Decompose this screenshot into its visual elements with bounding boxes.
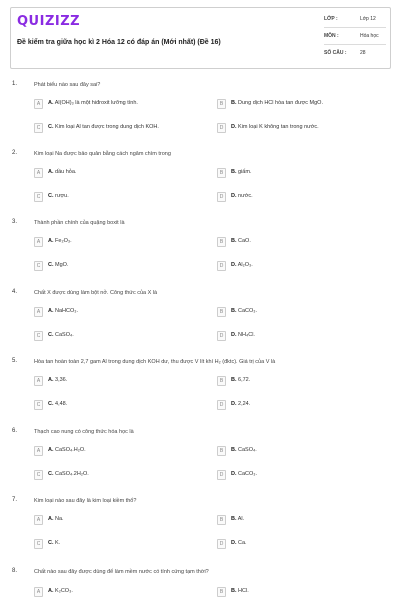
option-letter: B. [231, 516, 237, 522]
option-c[interactable] [34, 400, 179, 412]
option-box: B [217, 307, 226, 317]
meta-count [324, 46, 386, 60]
option-letter: D. [231, 332, 237, 338]
question-number: 6. [12, 428, 18, 434]
option-letter: D. [231, 262, 237, 268]
option-text: CaSO₄.2H₂O. [55, 471, 89, 477]
option-letter: A. [48, 516, 54, 522]
question-text: Kim loại Na được bảo quản bằng cách ngâm chìm trong [34, 151, 171, 157]
question-6 [0, 428, 400, 498]
option-letter: C. [48, 401, 54, 407]
option-d[interactable] [217, 192, 362, 204]
option-box: B [217, 168, 226, 178]
option-letter: C. [48, 540, 54, 546]
option-letter: B. [231, 100, 237, 106]
option-letter: B. [231, 377, 237, 383]
option-box: B [217, 446, 226, 456]
meta-divider [324, 27, 386, 28]
question-1 [0, 81, 400, 151]
question-text: Kim loại nào sau đây là kim loại kiềm thổ? [34, 498, 137, 504]
option-letter: A. [48, 447, 54, 453]
option-box: A [34, 168, 43, 178]
worksheet-title: Đề kiểm tra giữa học kì 2 Hóa 12 có đáp án (Mới nhất) (Đề 16) [17, 39, 221, 46]
option-letter: A. [48, 308, 54, 314]
option-box: A [34, 515, 43, 525]
question-3 [0, 219, 400, 289]
question-8 [0, 568, 400, 600]
option-text: 3,36. [55, 377, 68, 383]
option-box: D [217, 192, 226, 202]
option-letter: B. [231, 238, 237, 244]
option-text: Al. [237, 516, 245, 522]
option-box: D [217, 261, 226, 271]
meta-subject [324, 29, 386, 43]
option-box: B [217, 237, 226, 247]
option-letter: B. [231, 588, 237, 594]
question-text: Thành phần chính của quặng boxit là [34, 220, 125, 226]
option-box: D [217, 539, 226, 549]
option-b[interactable] [217, 515, 362, 527]
option-text: NaHCO₃. [55, 308, 79, 314]
option-box: A [34, 99, 43, 109]
option-text: CaCO₃. [238, 308, 258, 314]
option-d[interactable] [217, 470, 362, 482]
meta-count-value: 28 [360, 50, 366, 56]
option-b[interactable] [217, 168, 362, 180]
option-c[interactable] [34, 539, 179, 551]
option-text: Kim loại Al tan được trong dung dịch KOH. [55, 124, 159, 130]
question-number: 7. [12, 497, 18, 503]
option-d[interactable] [217, 400, 362, 412]
question-number: 1. [12, 81, 18, 87]
option-letter: C. [48, 193, 54, 199]
option-text: CaSO₄. [238, 447, 257, 453]
question-text: Chất nào sau đây được dùng để làm mềm nước có tính cứng tạm thời? [34, 569, 209, 575]
option-text: Al₂O₃. [237, 262, 253, 268]
question-5 [0, 358, 400, 428]
option-letter: D. [231, 401, 237, 407]
option-d[interactable] [217, 539, 362, 551]
option-text: dầu hỏa. [55, 169, 77, 175]
option-text: 6,72. [238, 377, 251, 383]
option-letter: B. [231, 169, 237, 175]
option-box: C [34, 539, 43, 549]
option-box: C [34, 261, 43, 271]
option-text: Al(OH)₃ là một hiđroxit lưỡng tính. [54, 100, 138, 106]
option-text: CaSO₄. [55, 332, 74, 338]
option-box: C [34, 400, 43, 410]
meta-count-key: SỐ CÂU : [324, 50, 347, 56]
option-box: C [34, 192, 43, 202]
option-box: D [217, 470, 226, 480]
option-c[interactable] [34, 331, 179, 343]
option-box: A [34, 446, 43, 456]
option-box: B [217, 587, 226, 597]
option-c[interactable] [34, 123, 179, 135]
option-d[interactable] [217, 261, 362, 273]
option-letter: D. [231, 540, 237, 546]
option-text: rượu. [55, 193, 69, 199]
option-box: B [217, 376, 226, 386]
option-letter: A. [48, 100, 54, 106]
question-4 [0, 289, 400, 359]
option-box: A [34, 376, 43, 386]
option-box: D [217, 123, 226, 133]
question-text: Phát biểu nào sau đây sai? [34, 82, 101, 88]
option-box: C [34, 331, 43, 341]
option-box: C [34, 123, 43, 133]
option-box: D [217, 331, 226, 341]
option-b[interactable] [217, 307, 362, 319]
question-text: Hòa tan hoàn toàn 2,7 gam Al trong dung dịch KOH dư, thu được V lít khí H₂ (đktc). Giá trị của V là [34, 359, 276, 365]
option-d[interactable] [217, 331, 362, 343]
option-b[interactable] [217, 587, 362, 599]
option-letter: C. [48, 124, 54, 130]
option-box: D [217, 400, 226, 410]
option-letter: A. [48, 377, 54, 383]
meta-subject-key: MÔN : [324, 33, 339, 39]
option-text: CaCO₃. [238, 471, 258, 477]
option-box: B [217, 99, 226, 109]
option-box: A [34, 237, 43, 247]
option-text: CaO. [238, 238, 251, 244]
option-text: Fe₂O₃. [55, 238, 72, 244]
option-letter: A. [48, 588, 54, 594]
option-a[interactable] [34, 587, 179, 599]
meta-class-value: Lớp 12 [360, 16, 376, 22]
meta-divider [324, 44, 386, 45]
option-text: 2,24. [238, 401, 251, 407]
question-2 [0, 150, 400, 220]
option-b[interactable] [217, 446, 362, 458]
question-text: Chất X được dùng làm bột nở. Công thức của X là [34, 290, 158, 296]
option-letter: D. [231, 124, 237, 130]
question-number: 2. [12, 150, 18, 156]
question-number: 4. [12, 289, 18, 295]
option-c[interactable] [34, 470, 179, 482]
option-text: HCl. [238, 588, 249, 594]
option-letter: D. [231, 193, 237, 199]
option-b[interactable] [217, 99, 362, 111]
meta-class-key: LỚP : [324, 16, 338, 22]
question-number: 3. [12, 219, 18, 225]
option-text: MgO. [55, 262, 69, 268]
option-a[interactable] [34, 307, 179, 319]
option-letter: C. [48, 262, 54, 268]
option-text: giấm. [238, 169, 252, 175]
option-letter: D. [231, 471, 237, 477]
option-text: Dung dịch HCl hòa tan được MgO. [238, 100, 323, 106]
option-a[interactable] [34, 237, 179, 249]
quizizz-logo: QUIZIZZ [17, 14, 81, 29]
option-text: K. [55, 540, 61, 546]
option-box: B [217, 515, 226, 525]
worksheet-header [10, 7, 391, 69]
option-text: Ca. [238, 540, 247, 546]
option-a[interactable] [34, 168, 179, 180]
option-letter: A. [48, 238, 54, 244]
option-b[interactable] [217, 237, 362, 249]
question-text: Thạch cao nung có công thức hóa học là [34, 429, 134, 435]
option-b[interactable] [217, 376, 362, 388]
option-text: Kim loại K không tan trong nước. [238, 124, 319, 130]
option-text: K₂CO₃. [55, 588, 73, 594]
option-text: nước. [238, 193, 253, 199]
option-letter: B. [231, 447, 237, 453]
question-number: 5. [12, 358, 18, 364]
meta-class [324, 12, 386, 26]
option-text: CaSO₄.H₂O. [55, 447, 86, 453]
option-c[interactable] [34, 192, 179, 204]
option-text: Na. [55, 516, 64, 522]
option-a[interactable] [34, 446, 179, 458]
option-a[interactable] [34, 515, 179, 527]
question-7 [0, 497, 400, 567]
option-text: NH₄Cl. [238, 332, 255, 338]
option-a[interactable] [34, 376, 179, 388]
option-box: A [34, 307, 43, 317]
option-letter: C. [48, 332, 54, 338]
meta-subject-value: Hóa học [360, 33, 379, 39]
question-number: 8. [12, 568, 18, 574]
option-d[interactable] [217, 123, 362, 135]
option-box: A [34, 587, 43, 597]
option-box: C [34, 470, 43, 480]
option-a[interactable] [34, 99, 179, 111]
option-c[interactable] [34, 261, 179, 273]
option-letter: A. [48, 169, 54, 175]
option-text: 4,48. [55, 401, 68, 407]
option-letter: C. [48, 471, 54, 477]
option-letter: B. [231, 308, 237, 314]
